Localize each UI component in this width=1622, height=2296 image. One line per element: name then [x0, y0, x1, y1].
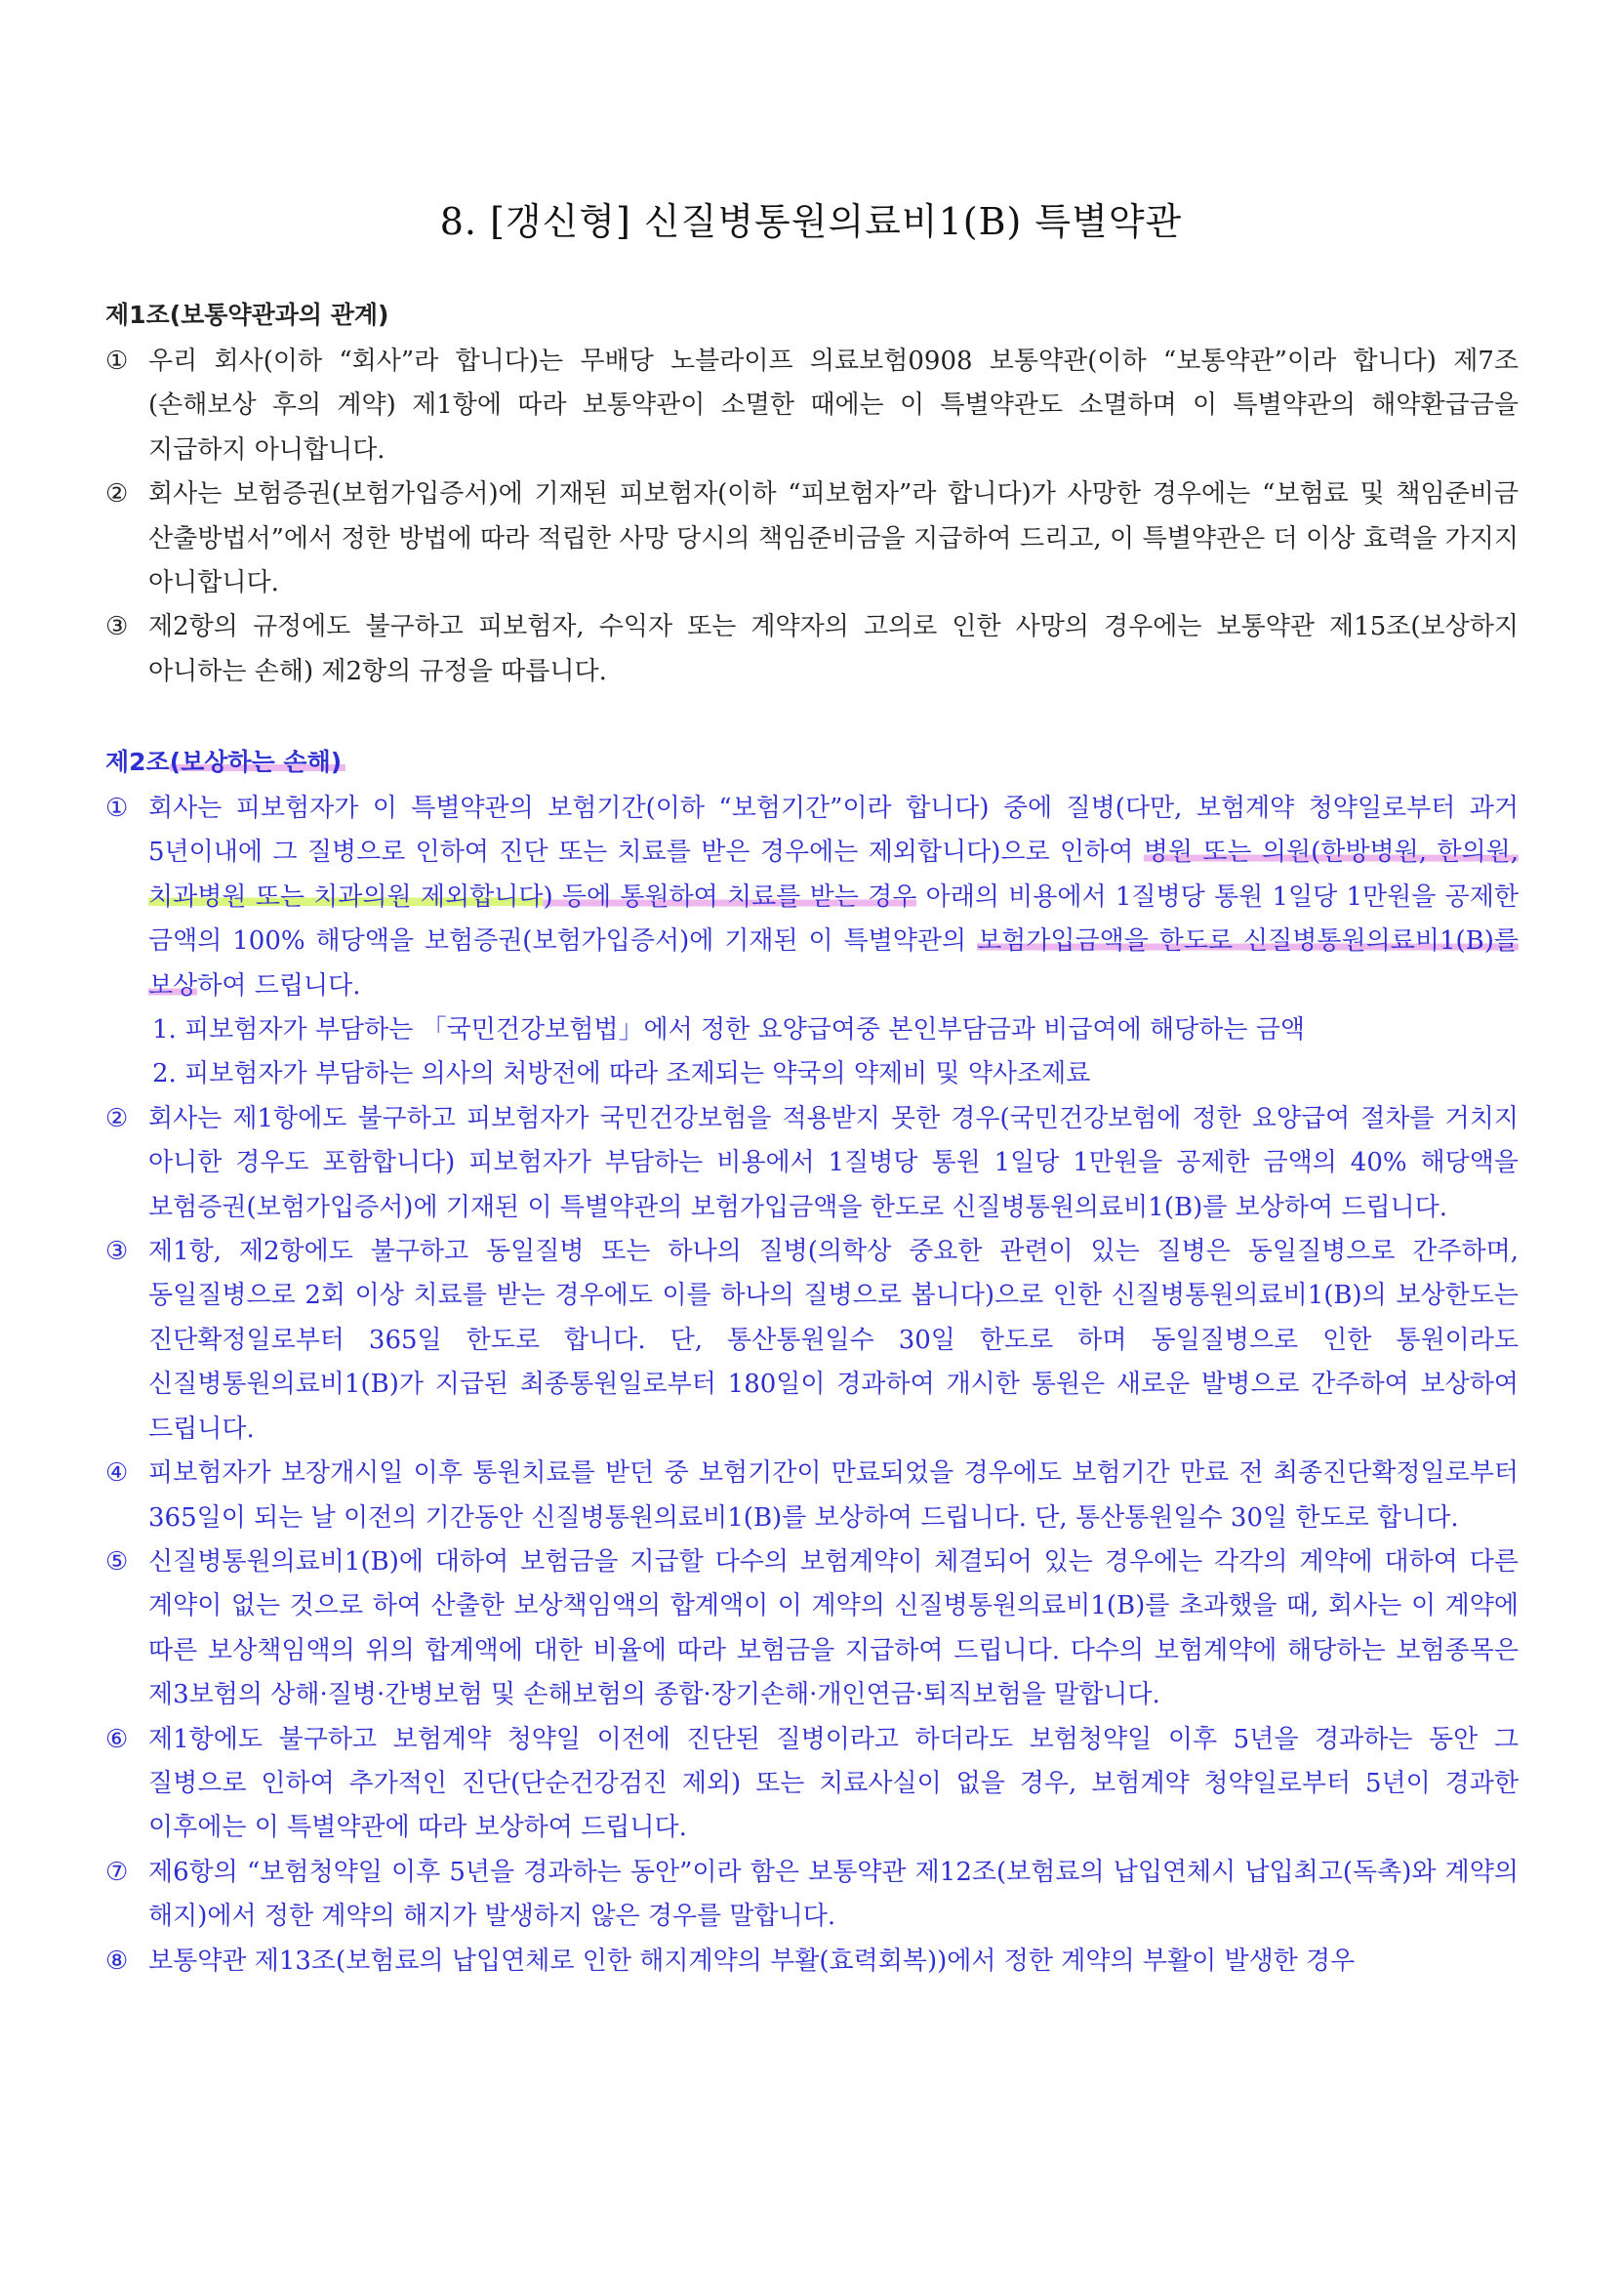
- article-2-heading-title: (보상하는 손해): [170, 748, 345, 776]
- paragraph-text: 제1항, 제2항에도 불구하고 동일질병 또는 하나의 질병(의학상 중요한 관련이 있는 질병은 동일질병으로 간주하며, 동일질병으로 2회 이상 치료를 받는 경우에도 이를 하나의 질병으로 봅니다)으로 인한 신질병통원의료비1(B)의 보상한도는 진단확정일로부터 365일 한도로 합니다. 단, 통산통원일수 30일 한도로 하며 동일질병으로 인한 통원이라도 신질병통원의료비1(B)가 지급된 최종통원일로부터 180일이 경과하여 개시한 통원은 새로운 발병으로 간주하여 보상하여 드립니다.: [148, 1237, 1519, 1444]
- article-2-paragraph-4: [105, 1452, 1519, 1540]
- article-2-paragraph-6: [105, 1718, 1519, 1851]
- article-1-paragraph-3: [105, 605, 1519, 694]
- paragraph-number: ⑤: [105, 1546, 129, 1577]
- text-segment: 하여 드립니다.: [197, 970, 361, 1001]
- article-2-paragraph-8: [105, 1940, 1519, 1984]
- paragraph-number: ⑦: [105, 1857, 129, 1887]
- highlighted-text: ) 등에 통원하여 치료를 받는 경우: [543, 882, 917, 912]
- highlighted-text: 치과병원 또는 치과의원 제외합니다: [148, 882, 544, 912]
- paragraph-number: ③: [105, 612, 129, 642]
- document-title: 8. [갱신형] 신질병통원의료비1(B) 특별약관: [439, 200, 1183, 243]
- paragraph-number: ⑧: [105, 1946, 129, 1976]
- paragraph-text: 보통약관 제13조(보험료의 납입연체로 인한 해지계약의 부활(효력회복))에서 정한 계약의 부활이 발생한 경우: [148, 1946, 1356, 1976]
- article-2-paragraph-2: [105, 1097, 1519, 1230]
- article-2-paragraph-5: [105, 1540, 1519, 1718]
- paragraph-text: 우리 회사(이하 “회사”라 합니다)는 무배당 노블라이프 의료보험0908 보통약관(이하 “보통약관”이라 합니다) 제7조(손해보상 후의 계약) 제1항에 따라 보통약관이 소멸한 때에는 이 특별약관도 소멸하며 이 특별약관의 해약환급금을 지급하지 아니합니다.: [148, 347, 1519, 465]
- article-1-heading: 제1조(보통약관과의 관계): [105, 301, 389, 329]
- paragraph-text: 피보험자가 보장개시일 이후 통원치료를 받던 중 보험기간이 만료되었을 경우에도 보험기간 만료 전 최종진단확정일로부터 365일이 되는 날 이전의 기간동안 신질병통원의료비1(B)를 보상하여 드립니다. 단, 통산통원일수 30일 한도로 합니다.: [148, 1458, 1519, 1533]
- article-1: [105, 293, 1519, 694]
- paragraph-number: ⑥: [105, 1724, 129, 1754]
- paragraph-number: ③: [105, 1237, 129, 1267]
- paragraph-text: 제2항의 규정에도 불구하고 피보험자, 수익자 또는 계약자의 고의로 인한 사망의 경우에는 보통약관 제15조(보상하지 아니하는 손해) 제2항의 규정을 따릅니다.: [148, 612, 1519, 686]
- highlighted-text: 보험가입금액을 한도로 신질병통원의료비1(B)를 보상: [148, 926, 1520, 1001]
- paragraph-number: ①: [105, 794, 129, 823]
- paragraph-text: [148, 787, 1519, 1008]
- paragraph-number: ①: [105, 347, 129, 376]
- paragraph-text: 회사는 제1항에도 불구하고 피보험자가 국민건강보험을 적용받지 못한 경우(국민건강보험에 정한 요양급여 절차를 거치지 아니한 경우도 포함합니다) 피보험자가 부담하는 비용에서 1질병당 통원 1일당 1만원을 공제한 금액의 40% 해당액을 보험증권(보험가입증서)에 기재된 이 특별약관의 보험가입금액을 한도로 신질병통원의료비1(B)를 보상하여 드립니다.: [148, 1103, 1519, 1222]
- sub-item-1: 1. 피보험자가 부담하는 「국민건강보험법」에서 정한 요양급여중 본인부담금과 비급여에 해당하는 금액: [152, 1015, 1305, 1046]
- article-1-paragraph-2: [105, 472, 1519, 605]
- highlighted-text: 병원 또는 의원(한방병원, 한의원,: [1143, 838, 1519, 868]
- article-2-paragraph-7: [105, 1851, 1519, 1940]
- article-2: [105, 740, 1519, 1984]
- paragraph-text: 제1항에도 불구하고 보험계약 청약일 이전에 진단된 질병이라고 하더라도 보험청약일 이후 5년을 경과하는 동안 그 질병으로 인하여 추가적인 진단(단순건강검진 제외) 또는 치료사실이 없을 경우, 보험계약 청약일로부터 5년이 경과한 이후에는 이 특별약관에 따라 보상하여 드립니다.: [148, 1724, 1519, 1843]
- paragraph-number: ②: [105, 1103, 129, 1133]
- sub-item-2: 2. 피보험자가 부담하는 의사의 처방전에 따라 조제되는 약국의 약제비 및 약사조제료: [152, 1059, 1091, 1089]
- article-2-heading-number: 제2조: [105, 748, 170, 776]
- text-segment: 회사는 피보험자가 이 특별약관의 보험기간(이하 “보험기간”이라 합니다) 중에 질병(다만, 보험계약 청약일로부터 과거 5년이내에 그 질병으로 인하여 진단 또는 치료를 받은 경우에는 제외합니다)으로 인하여: [148, 794, 1519, 868]
- text-segment: 아래의 비용에서 1질병당 통원 1일당 1만원을 공제한 금액의 100% 해당액을 보험증권(보험가입증서)에 기재된 이 특별약관의: [148, 882, 1519, 957]
- article-2-paragraph-1: [105, 787, 1519, 1008]
- article-2-heading: [105, 740, 1519, 785]
- paragraph-text: 제6항의 “보험청약일 이후 5년을 경과하는 동안”이라 함은 보통약관 제12조(보험료의 납입연체시 납입최고(독촉)와 계약의 해지)에서 정한 계약의 해지가 발생하지 않은 경우를 말합니다.: [148, 1857, 1519, 1932]
- article-1-paragraph-1: [105, 340, 1519, 472]
- article-2-paragraph-3: [105, 1230, 1519, 1452]
- paragraph-number: ④: [105, 1458, 129, 1489]
- paragraph-text: 회사는 보험증권(보험가입증서)에 기재된 피보험자(이하 “피보험자”라 합니다)가 사망한 경우에는 “보험료 및 책임준비금 산출방법서”에서 정한 방법에 따라 적립한 사망 당시의 책임준비금을 지급하여 드리고, 이 특별약관은 더 이상 효력을 가지지 아니합니다.: [148, 479, 1519, 598]
- paragraph-text: 신질병통원의료비1(B)에 대하여 보험금을 지급할 다수의 보험계약이 체결되어 있는 경우에는 각각의 계약에 대하여 다른 계약이 없는 것으로 하여 산출한 보상책임액의 합계액이 이 계약의 신질병통원의료비1(B)를 초과했을 때, 회사는 이 계약에 따른 보상책임액의 위의 합계액에 대한 비율에 따라 보험금을 지급하여 드립니다. 다수의 보험계약에 해당하는 보험종목은 제3보험의 상해·질병·간병보험 및 손해보험의 종합·장기손해·개인연금·퇴직보험을 말합니다.: [148, 1546, 1519, 1710]
- paragraph-number: ②: [105, 479, 129, 510]
